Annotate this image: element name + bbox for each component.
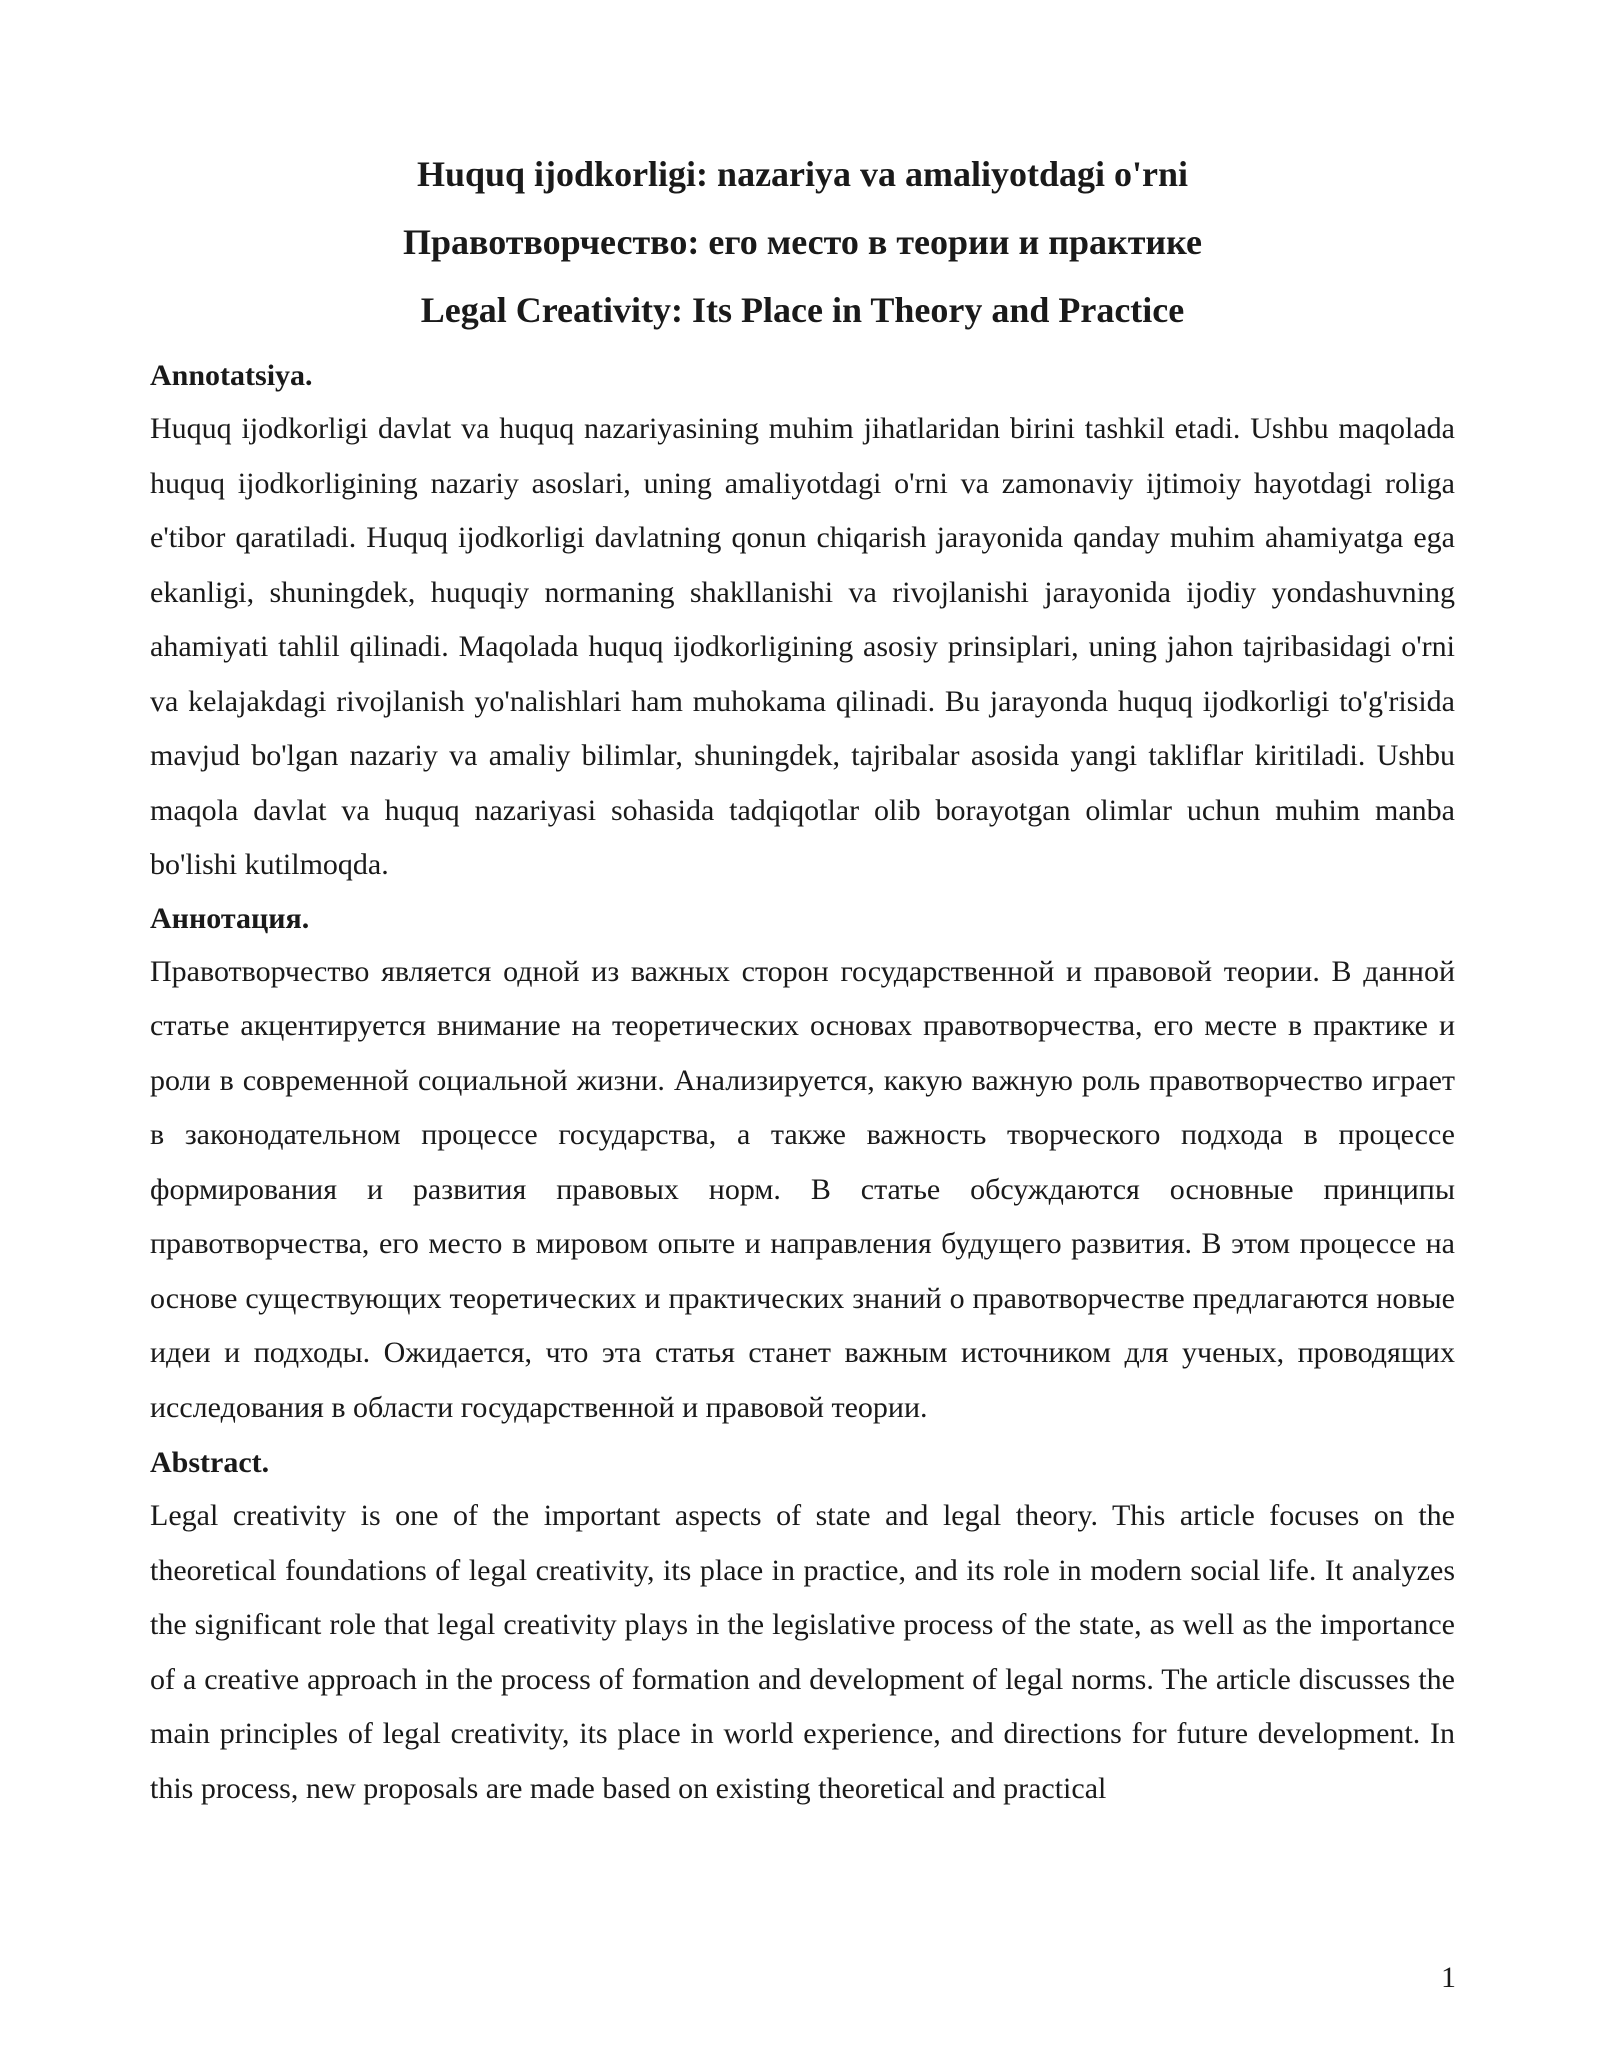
title-english: Legal Creativity: Its Place in Theory and Practice (420, 290, 1185, 330)
title-russian: Правотворчество: его место в теории и практике (403, 222, 1202, 262)
annotation-text-russian: Правотворчество является одной из важных сторон государственной и правовой теории. В данной статье акцентируется внимание на теоретических основах правотворчества, его месте в практике и роли в современной социальной жизни. Анализируется, какую важную роль правотворчество играет в законодательном процессе государства, а также важность творческого подхода в процессе формирования и развития правовых норм. В статье обсуждаются основные принципы правотворчества, его место в мировом опыте и направления будущего развития. В этом процессе на основе существующих теоретических и практических знаний о правотворчестве предлагаются новые идеи и подходы. Ожидается, что эта статья станет важным источником для ученых, проводящих исследования в области государственной и правовой теории. (150, 954, 1455, 1424)
page-number: 1 (1441, 1961, 1456, 1994)
abstract-text-english: Legal creativity is one of the important aspects of state and legal theory. This article focuses on the theoretical foundations of legal creativity, its place in practice, and its role in modern social life. It analyzes the significant role that legal creativity plays in the legislative process of the state, as well as the importance of a creative approach in the process of formation and development of legal norms. The article discusses the main principles of legal creativity, its place in world experience, and directions for future development. In this process, new proposals are made based on existing theoretical and practical (150, 1499, 1455, 1805)
title-uzbek: Huquq ijodkorligi: nazariya va amaliyotdagi o'rni (416, 154, 1189, 194)
annotation-heading-russian: Аннотация. (150, 901, 310, 935)
document-page (150, 140, 1455, 1816)
abstract-heading-english: Abstract. (150, 1446, 270, 1479)
annotation-text-uzbek: Huquq ijodkorligi davlat va huquq nazariyasining muhim jihatlaridan birini tashkil etadi. Ushbu maqolada huquq ijodkorligining nazariy asoslari, uning amaliyotdagi o'rni va zamonaviy ijtimoiy hayotdagi roliga e'tibor qaratiladi. Huquq ijodkorligi davlatning qonun chiqarish jarayonida qanday muhim ahamiyatga ega ekanligi, shuningdek, huquqiy normaning shakllanishi va rivojlanishi jarayonida ijodiy yondashuvning ahamiyati tahlil qilinadi. Maqolada huquq ijodkorligining asosiy prinsiplari, uning jahon tajribasidagi o'rni va kelajakdagi rivojlanish yo'nalishlari ham muhokama qilinadi. Bu jarayonda huquq ijodkorligi to'g'risida mavjud bo'lgan nazariy va amaliy bilimlar, shuningdek, tajribalar asosida yangi takliflar kiritiladi. Ushbu maqola davlat va huquq nazariyasi sohasida tadqiqotlar olib borayotgan olimlar uchun muhim manba bo'lishi kutilmoqda. (150, 412, 1455, 881)
annotation-heading-uzbek: Annotatsiya. (150, 359, 313, 392)
